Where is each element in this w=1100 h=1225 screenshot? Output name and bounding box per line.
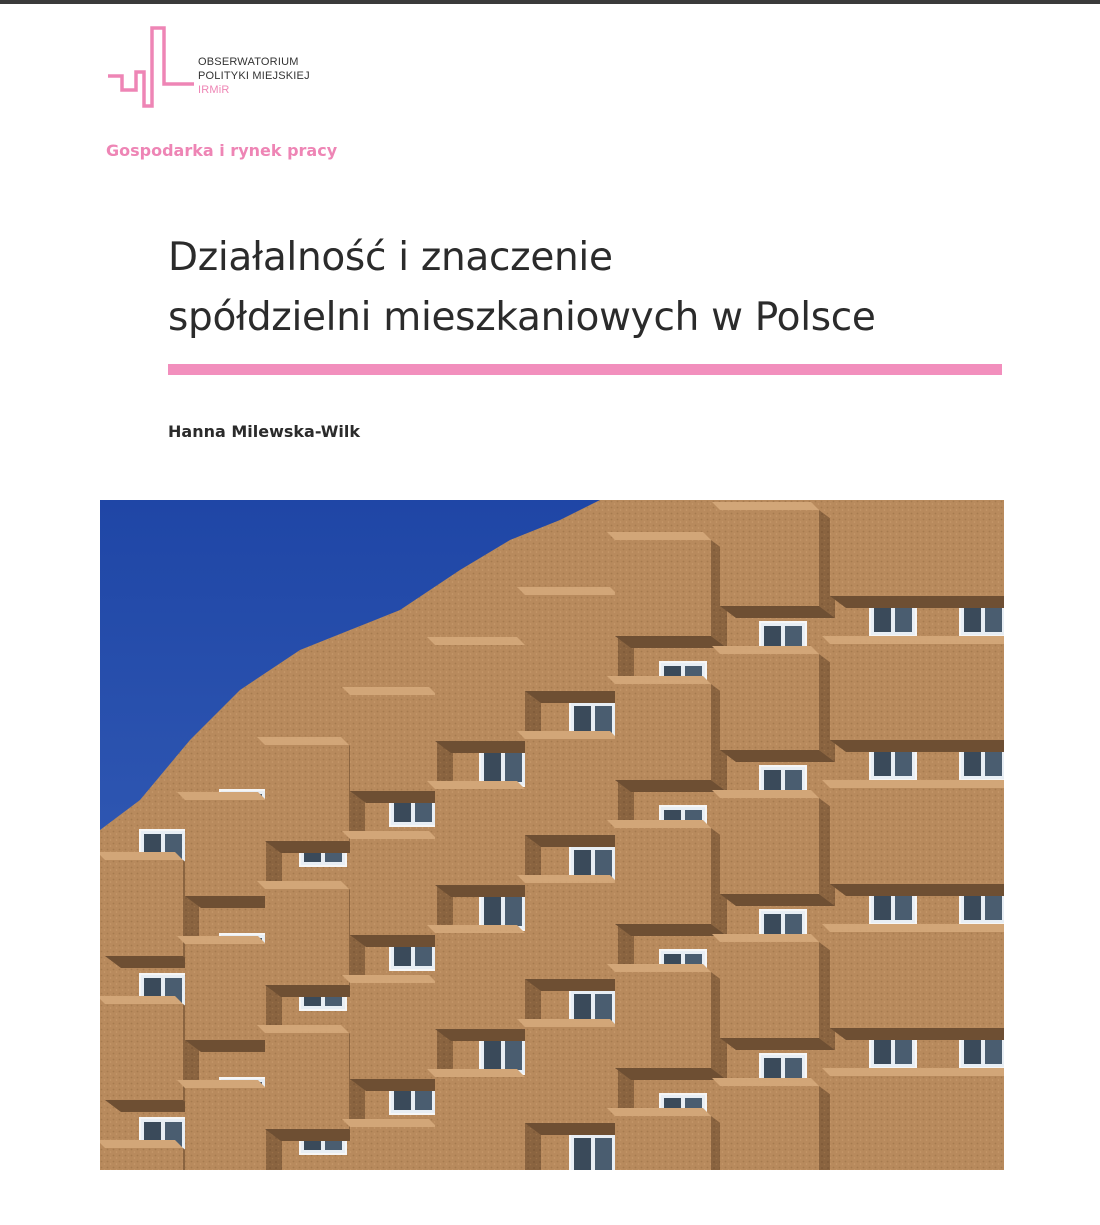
title-line-2: spółdzielni mieszkaniowych w Polsce <box>168 295 876 340</box>
title-underline <box>168 364 1002 375</box>
document-title <box>168 228 1008 348</box>
logo-line-1: OBSERWATORIUM <box>198 56 299 68</box>
logo-line-3: IRMiR <box>198 84 230 96</box>
logo-line-2: POLITYKI MIEJSKIEJ <box>198 70 310 82</box>
cover-photo <box>100 500 1004 1170</box>
author-name: Hanna Milewska-Wilk <box>168 422 360 441</box>
logo-mark-icon <box>106 24 196 114</box>
logo <box>106 24 366 114</box>
section-label: Gospodarka i rynek pracy <box>106 141 338 160</box>
top-border <box>0 0 1100 4</box>
title-line-1: Działalność i znaczenie <box>168 235 613 280</box>
logo-text <box>198 55 310 97</box>
